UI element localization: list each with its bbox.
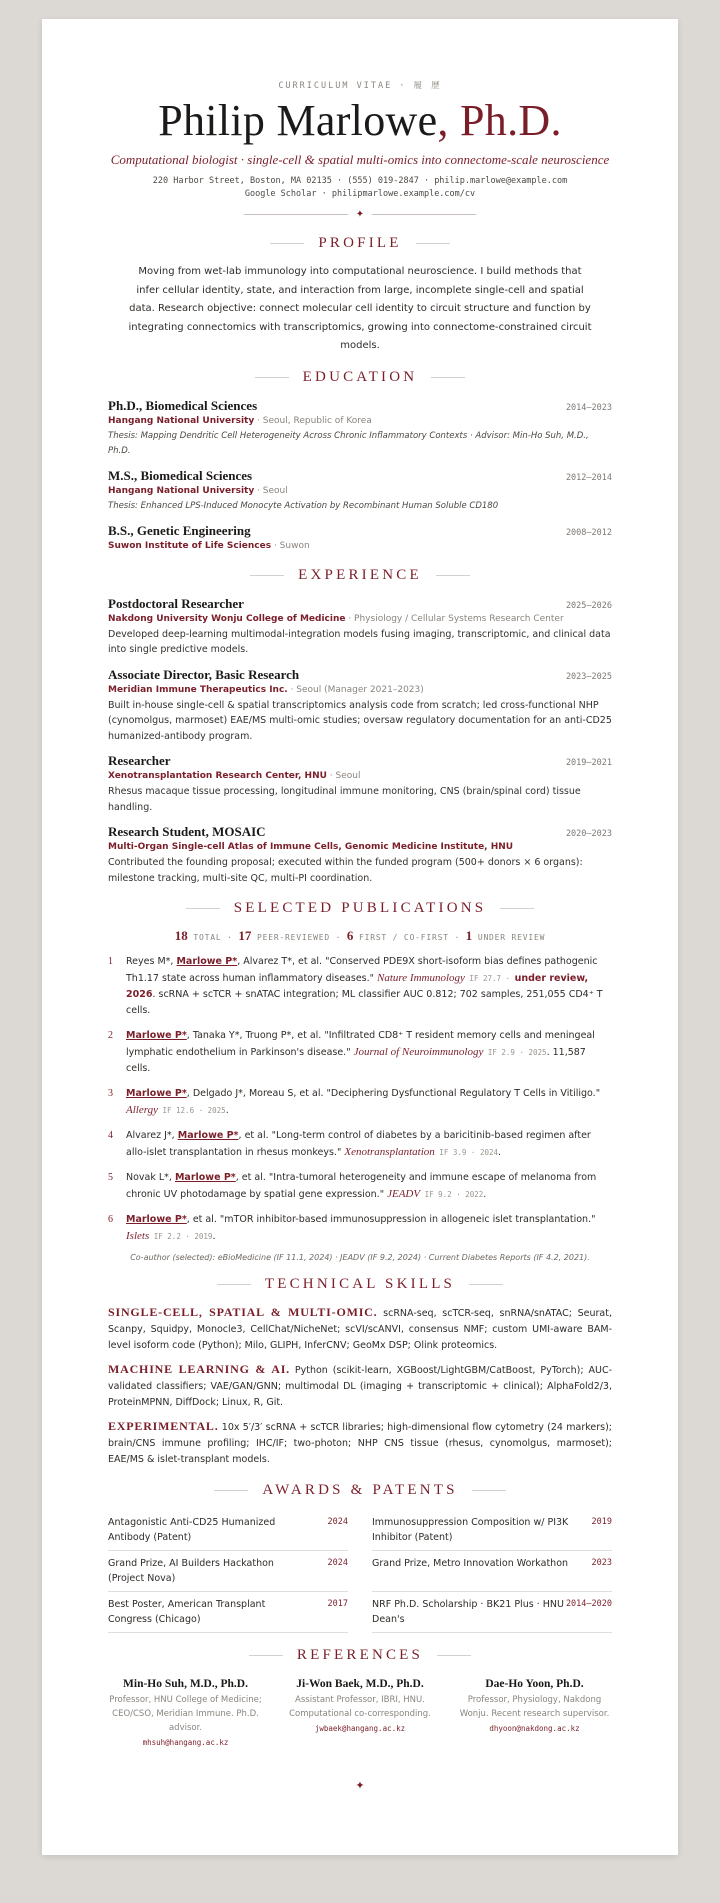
divider-line [472,1490,506,1491]
stat-number: 6 [346,928,354,943]
reference-email[interactable]: jwbaek@hangang.ac.kz [314,1724,406,1733]
citation-body: , et al. "Intra-tumoral heterogeneity and immune escape of melanoma from chronic UV photodamage by spatial gene expression." [126,1172,597,1200]
reference-item [108,1675,263,1751]
org-name: Suwon Institute of Life Sciences [108,540,272,551]
entry-org [108,683,612,698]
divider-line [500,908,534,909]
self-author: Marlowe P* [126,1030,187,1041]
impact-factor: IF 3.9 · 2024 [434,1148,499,1157]
publication-list [108,954,612,1245]
publication-item [108,1212,612,1245]
section-title: TECHNICAL SKILLS [264,1275,456,1292]
reference-email[interactable]: mhsuh@hangang.ac.kz [142,1738,229,1747]
authors-pre: Alvarez J*, [126,1130,178,1141]
award-year: 2024 [327,1558,348,1568]
citation-body: , Delgado J*, Moreau S, et al. "Deciphering Dysfunctional Regulatory T Cells in Vitiligo." [186,1088,601,1099]
award-item [372,1592,612,1633]
cv-kicker: CURRICULUM VITAE · 履 歷 [278,81,442,91]
self-author: Marlowe P* [174,1172,236,1183]
entry-org [108,612,612,627]
stat-number: 17 [238,928,252,943]
contact-line-1[interactable]: 220 Harbor Street, Boston, MA 02135 · (555) 019-2847 · philip.marlowe@example.com [152,176,568,186]
divider-line [249,1655,283,1656]
journal-name: Islets [126,1230,150,1242]
skills-list [108,1304,612,1468]
award-item [108,1510,348,1551]
divider-line [186,908,220,909]
award-name: Grand Prize, Metro Innovation Workathon [372,1558,569,1569]
award-year: 2024 [327,1517,348,1527]
section-heading-profile [108,233,612,253]
publication-text [126,1128,612,1161]
experience-list [108,596,612,887]
org-name: Hangang National University [108,485,255,496]
self-author: Marlowe P* [126,1088,187,1099]
entry-date: 2014–2023 [565,402,612,413]
section-heading-awards [108,1480,612,1500]
divider-line [270,243,304,244]
publication-text [126,954,612,1019]
education-entry [108,398,612,459]
entry-date: 2023–2025 [565,671,612,682]
org-location: · Seoul [326,771,361,781]
publication-item [108,954,612,1019]
publication-item [108,1028,612,1077]
impact-factor: IF 9.2 · 2022 [420,1190,484,1199]
cv-name [108,95,612,147]
org-location: · Seoul [254,485,288,496]
entry-description: Developed deep-learning multimodal-integration models fusing imaging, transcriptomic, and clinical data into single predictive models. [108,628,611,655]
publication-number: 6 [108,1214,113,1225]
award-item [372,1510,612,1551]
section-heading-references [108,1645,612,1665]
award-item [372,1551,612,1592]
self-author: Marlowe P* [126,1214,187,1225]
citation-tail: . [483,1189,487,1200]
stat-label: PEER-REVIEWED [256,933,330,942]
divider-line [416,243,450,244]
award-year: 2017 [327,1599,348,1609]
publication-number: 4 [108,1130,113,1141]
cv-tagline: Computational biologist · single-cell & spatial multi-omics into connectome-scale neuroscience [110,152,610,167]
skill-category: EXPERIMENTAL. [108,1419,219,1433]
entry-date: 2008–2012 [565,527,612,538]
journal-name: JEADV [387,1188,421,1200]
skill-group [108,1361,612,1411]
section-title: REFERENCES [296,1646,424,1663]
reference-role: Professor, Physiology, Nakdong Wonju. Recent research supervisor. [459,1695,610,1719]
divider-line [436,575,470,576]
section-heading-education [108,368,612,388]
header-ornament [108,207,612,221]
reference-role: Assistant Professor, IBRI, HNU. Computational co-corresponding. [289,1695,431,1719]
entry-org [108,484,612,499]
entry-description: Built in-house single-cell & spatial transcriptomics analysis code from scratch; led cross-functional NHP (cynomolgus, marmoset) EAE/MS multi-omic studies; oversaw regulatory documentation for an anti-CD25 humanized-antibody program. [108,699,612,742]
reference-item [283,1675,438,1751]
reference-role: Professor, HNU College of Medicine; CEO/CSO, Meridian Immune. Ph.D. advisor. [109,1695,262,1733]
skill-text: scRNA-seq, scTCR-seq, snRNA/snATAC; Seurat, Scanpy, Squidpy, Monocle3, CellChat/NicheNet; scVI/scANVI, consensus NMF; custom UMI-aware BAM-level isoform code (Python); Milo, GLIPH, InferCNV; GeoMx DSP; Olink proteomics. [108,1308,612,1351]
entry-note: Thesis: Mapping Dendritic Cell Heterogeneity Across Chronic Inflammatory Contexts · Advisor: Min-Ho Suh, M.D., Ph.D. [108,430,589,456]
experience-entry [108,753,612,815]
authors-pre: Novak L*, [126,1172,175,1183]
skill-group [108,1304,612,1354]
reference-name: Min-Ho Suh, M.D., Ph.D. [123,1678,248,1690]
education-entry [108,523,612,554]
impact-factor: IF 2.9 · 2025 [483,1048,547,1057]
name-suffix: , Ph.D. [437,96,562,145]
impact-factor: IF 2.2 · 2019 [149,1232,213,1241]
entry-title: Researcher [108,753,171,768]
section-title: EXPERIENCE [298,567,422,583]
publication-item [108,1128,612,1161]
org-location: · Suwon [271,540,310,551]
entry-title: Research Student, MOSAIC [108,824,266,839]
org-name: Hangang National University [108,415,255,426]
award-name: Best Poster, American Transplant Congress (Chicago) [108,1599,266,1625]
citation-tail: . [498,1147,502,1158]
name-text: Philip Marlowe [158,96,438,145]
entry-org [108,414,612,429]
entry-note: Thesis: Enhanced LPS-Induced Monocyte Activation by Recombinant Human Soluble CD180 [108,500,499,511]
publication-number: 2 [108,1030,113,1041]
reference-name: Ji-Won Baek, M.D., Ph.D. [296,1678,424,1690]
award-year: 2014–2020 [565,1599,612,1609]
section-title: EDUCATION [302,369,418,385]
section-title: SELECTED PUBLICATIONS [233,899,487,916]
entry-description: Contributed the founding proposal; executed within the funded program (500+ donors × 6 organs): milestone tracking, multi-site QC, multi-PI coordination. [108,857,583,884]
publication-number: 3 [108,1088,113,1099]
divider-line [217,1284,251,1285]
citation-tail: . [212,1231,216,1242]
review-status: under review, 2026 [126,973,589,1000]
journal-name: Nature Immunology [377,972,465,984]
section-title: AWARDS & PATENTS [262,1481,458,1498]
impact-factor: IF 27.7 · [464,974,515,983]
diamond-icon: ✦ [355,208,365,220]
entry-title: Associate Director, Basic Research [108,666,300,682]
impact-factor: IF 12.6 · 2025 [157,1106,226,1115]
entry-description: Rhesus macaque tissue processing, longitudinal immune monitoring, CNS (brain/spinal cord) tissue handling. [108,786,581,813]
citation-tail: . 11,587 cells. [126,1047,586,1074]
reference-item [457,1675,612,1751]
award-name: Grand Prize, AI Builders Hackathon (Project Nova) [108,1558,274,1584]
profile-text: Moving from wet-lab immunology into computational neuroscience. I build methods that infer cellular identity, state, and interaction from large, incomplete single-cell and spatial data. Research objective: connect molecular cell identity to circuit structure and function by integrating connectomics with transcriptomics, growing into connectome-constrained circuit models. [128,266,592,351]
divider-line [437,1655,471,1656]
citation-body: , Alvarez T*, et al. "Conserved PDE9X short-isoform bias defines pathogenic Th1.17 state across human inflammatory diseases." [126,956,598,984]
org-location: · Seoul, Republic of Korea [254,415,372,426]
citation-body: , Tanaka Y*, Truong P*, et al. "Infiltrated CD8⁺ T resident memory cells and meningeal lymphatic endothelium in Parkinson's disease." [126,1030,595,1058]
entry-date: 2020–2023 [565,829,612,839]
coauthor-note: Co-author (selected): eBioMedicine (IF 11.1, 2024) · JEADV (IF 9.2, 2024) · Current Diabetes Reports (IF 4.2, 2021). [130,1253,590,1262]
stat-number: 1 [465,928,473,943]
entry-title: Postdoctoral Researcher [108,595,244,611]
contact-line-2[interactable]: Google Scholar · philipmarlowe.example.com/cv [244,189,476,199]
entry-org [108,840,612,855]
skill-text: Python (scikit-learn, XGBoost/LightGBM/CatBoost, PyTorch); AUC-validated classifiers; VAE/GAN/GNN; multimodal DL (imaging + transcriptomic + clinical); AlphaFold2/3, ProteinMPNN, DiffDock; Linux, R, Git. [108,1365,613,1408]
stat-number: 18 [174,928,188,943]
divider-line [214,1490,248,1491]
award-year: 2023 [591,1558,612,1568]
org-location: · Seoul (Manager 2021–2023) [287,684,424,695]
citation-tail: . [225,1105,229,1116]
experience-entry [108,667,612,745]
entry-org [108,539,612,554]
contact-block [108,175,612,201]
education-list [108,398,612,554]
divider-line [469,1284,503,1285]
publication-number: 5 [108,1172,113,1183]
authors-pre: Reyes M*, [126,956,177,967]
skill-group [108,1418,612,1468]
award-name: NRF Ph.D. Scholarship · BK21 Plus · HNU Dean's [372,1599,564,1625]
cv-page [42,19,678,1855]
awards-grid [108,1510,612,1633]
citation-tail: . scRNA + scTCR + snATAC integration; ML classifier AUC 0.812; 702 samples, 251,055 CD4⁺ T cells. [126,989,603,1016]
publication-number: 1 [108,956,113,967]
self-author: Marlowe P* [176,956,238,967]
org-name: Nakdong University Wonju College of Medicine [108,613,346,624]
references-list [108,1675,612,1751]
divider-line [244,214,348,215]
journal-name: Journal of Neuroimmunology [353,1046,484,1058]
award-name: Immunosuppression Composition w/ PI3K Inhibitor (Patent) [372,1517,569,1543]
org-name: Xenotransplantation Research Center, HNU [108,771,327,781]
reference-name: Dae-Ho Yoon, Ph.D. [485,1678,584,1690]
skill-category: MACHINE LEARNING & AI. [108,1362,290,1376]
reference-email[interactable]: dhyoon@nakdong.ac.kz [489,1724,580,1733]
entry-title: Ph.D., Biomedical Sciences [108,397,258,413]
entry-title: B.S., Genetic Engineering [108,522,251,538]
entry-title: M.S., Biomedical Sciences [108,467,253,483]
section-title: PROFILE [318,234,402,251]
entry-date: 2012–2014 [565,472,612,483]
stat-label: UNDER REVIEW [477,933,546,942]
experience-entry [108,596,612,658]
education-entry [108,468,612,514]
divider-line [250,575,284,576]
publication-item [108,1170,612,1203]
self-author: Marlowe P* [177,1130,239,1141]
divider-line [431,377,465,378]
publication-text [126,1170,612,1203]
publication-text [126,1086,612,1119]
divider-line [255,377,289,378]
entry-date: 2025–2026 [565,600,612,611]
journal-name: Allergy [126,1104,158,1116]
journal-name: Xenotransplantation [344,1146,435,1158]
experience-entry [108,824,612,886]
publication-text [126,1212,612,1245]
divider-line [372,214,476,215]
section-heading-publications [108,898,612,918]
entry-date: 2019–2021 [565,758,612,768]
award-year: 2019 [591,1517,612,1527]
publication-text [126,1028,612,1077]
org-name: Multi-Organ Single-cell Atlas of Immune Cells, Genomic Medicine Institute, HNU [108,842,514,852]
end-diamond-icon: ✦ [355,1779,365,1792]
org-name: Meridian Immune Therapeutics Inc. [108,684,288,695]
section-heading-skills [108,1274,612,1294]
org-location: · Physiology / Cellular Systems Research Center [345,613,564,624]
citation-body: , et al. "mTOR inhibitor-based immunosuppression in allogeneic islet transplantation." [186,1214,596,1225]
section-heading-experience [108,566,612,586]
citation-body: , et al. "Long-term control of diabetes by a baricitinib-based regimen after allo-islet transplantation in rhesus monkeys." [126,1130,591,1158]
award-item [108,1592,348,1633]
award-name: Antagonistic Anti-CD25 Humanized Antibody (Patent) [108,1517,276,1543]
skill-text: 10x 5′/3′ scRNA + scTCR libraries; high-dimensional flow cytometry (24 markers); brain/CNS immune profiling; IHC/IF; two-photon; NHP CNS tissue (rhesus, cynomolgus, marmoset); EAE/MS & islet-transplant models. [108,1422,612,1465]
entry-org [108,769,612,784]
stat-label: TOTAL [193,933,222,942]
skill-category: SINGLE-CELL, SPATIAL & MULTI-OMIC. [108,1305,378,1319]
award-item [108,1551,348,1592]
publication-item [108,1086,612,1119]
stat-label: FIRST / CO-FIRST [358,933,449,942]
publication-stats: 18 TOTAL · 17 PEER-REVIEWED · 6 FIRST / CO-FIRST · 1 UNDER REVIEW [174,928,546,943]
